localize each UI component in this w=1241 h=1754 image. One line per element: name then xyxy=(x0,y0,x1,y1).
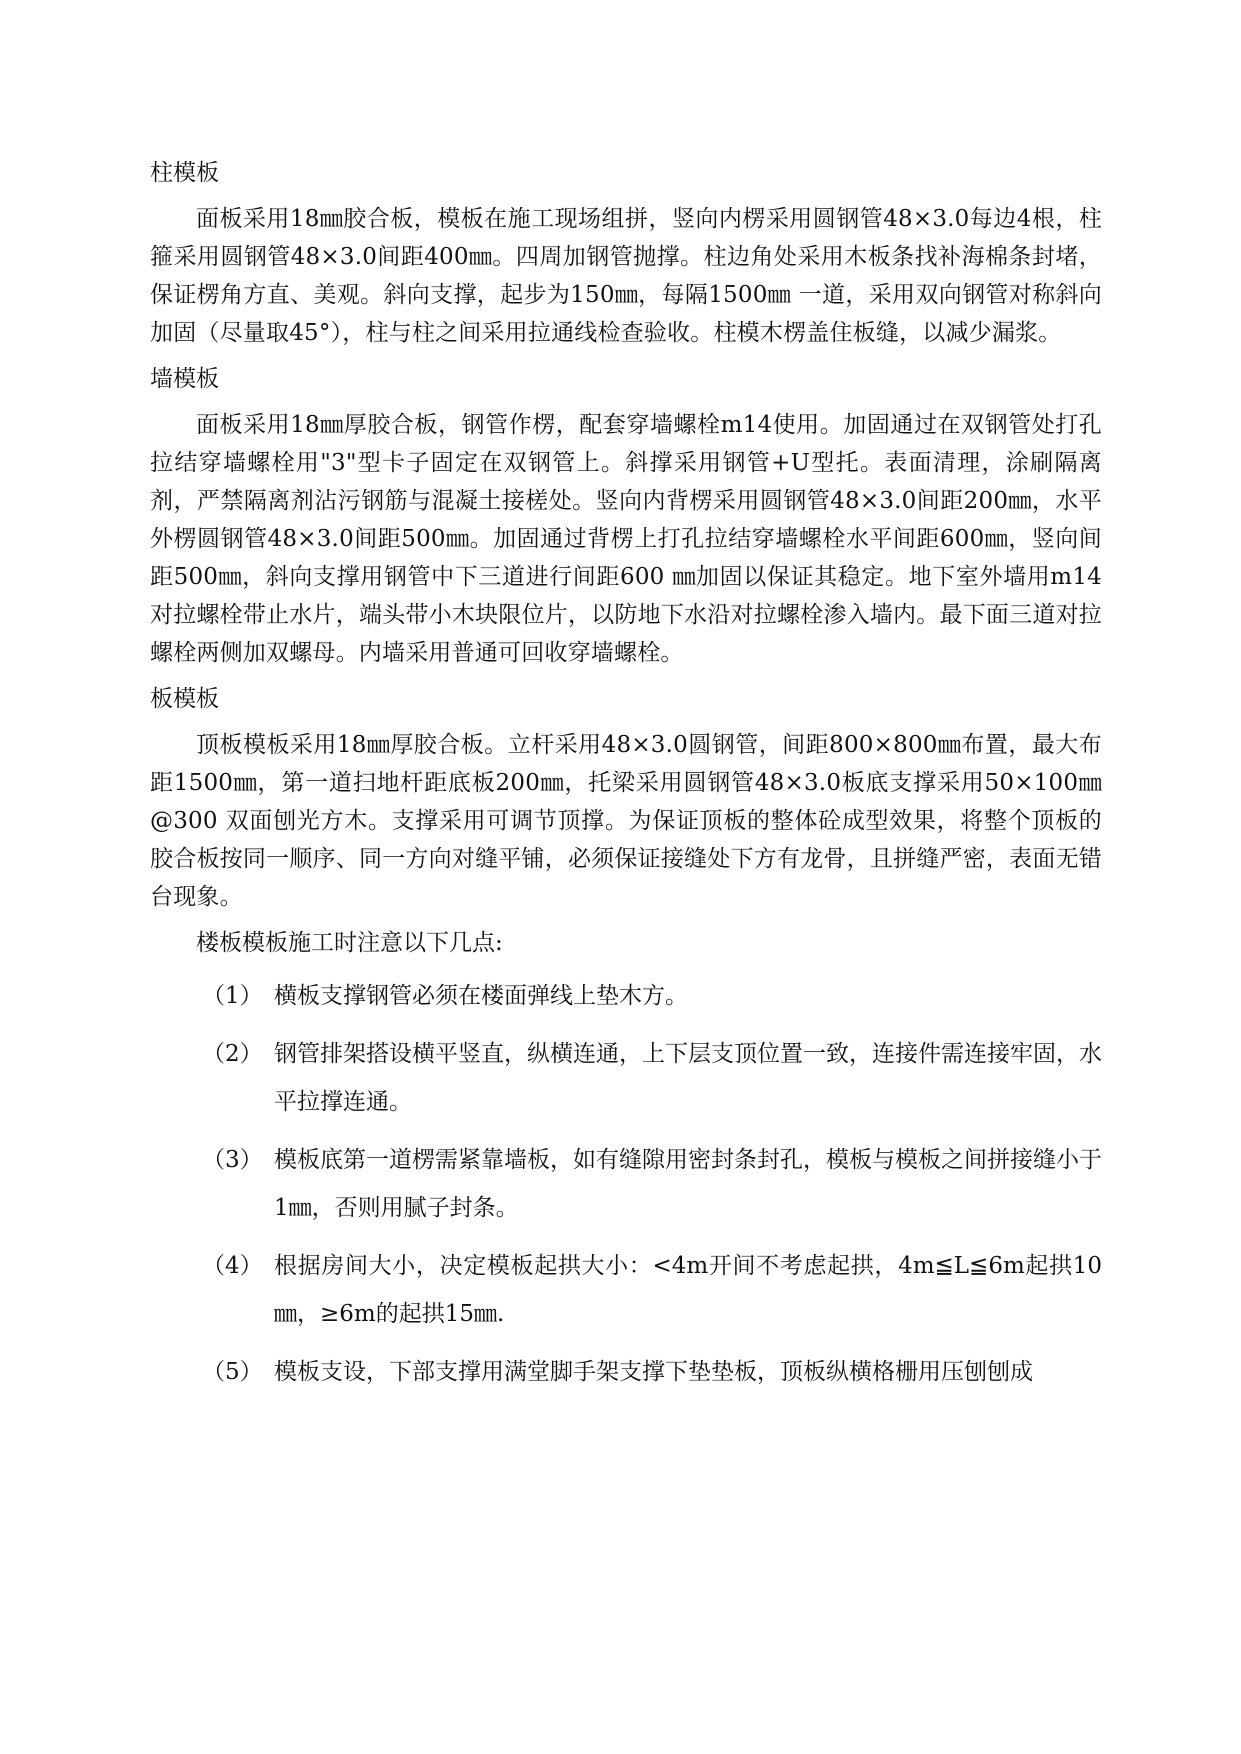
list-item-text: 模板支设，下部支撑用满堂脚手架支撑下垫垫板，顶板纵横格栅用压刨刨成 xyxy=(274,1359,1033,1385)
list-item xyxy=(150,972,1102,1020)
list-item-number: （4） xyxy=(202,1253,263,1279)
notes-list xyxy=(150,972,1102,1396)
paragraph-column: 面板采用18㎜胶合板，模板在施工现场组拼，竖向内楞采用圆钢管48×3.0每边4根，柱箍采用圆钢管48×3.0间距400㎜。四周加钢管抛撑。柱边角处采用木板条找补海棉条封堵，保证楞角方直、美观。斜向支撑，起步为150㎜，每隔1500㎜ 一道，采用双向钢管对称斜向加固（尽量取45°），柱与柱之间采用拉通线检查验收。柱模木楞盖住板缝，以减少漏浆。 xyxy=(150,206,1102,346)
notes-block xyxy=(150,924,1102,1396)
section-heading-column: 柱模板 xyxy=(150,160,219,186)
paragraph-wall: 面板采用18㎜厚胶合板，钢管作楞，配套穿墙螺栓m14使用。加固通过在双钢管处打孔拉结穿墙螺栓用"3"型卡子固定在双钢管上。斜撑采用钢管+U型托。表面清理，涂刷隔离剂，严禁隔离剂沾污钢筋与混凝土接槎处。竖向内背楞采用圆钢管48×3.0间距200㎜，水平外楞圆钢管48×3.0间距500㎜。加固通过背楞上打孔拉结穿墙螺栓水平间距600㎜，竖向间距500㎜，斜向支撑用钢管中下三道进行间距600 ㎜加固以保证其稳定。地下室外墙用m14对拉螺栓带止水片，端头带小木块限位片，以防地下水沿对拉螺栓渗入墙内。最下面三道对拉螺栓两侧加双螺母。内墙采用普通可回收穿墙螺栓。 xyxy=(150,412,1102,666)
list-item-text: 根据房间大小，决定模板起拱大小：<4m开间不考虑起拱，4m≦L≦6m起拱10㎜，≥6m的起拱15㎜. xyxy=(274,1253,1102,1327)
list-item xyxy=(150,1136,1102,1232)
list-item-text: 钢管排架搭设横平竖直，纵横连通，上下层支顶位置一致，连接件需连接牢固，水平拉撑连通。 xyxy=(274,1041,1102,1115)
paragraph-slab: 顶板模板采用18㎜厚胶合板。立杆采用48×3.0圆钢管，间距800×800㎜布置，最大布距1500㎜，第一道扫地杆距底板200㎜，托梁采用圆钢管48×3.0板底支撑采用50×100㎜@300 双面刨光方木。支撑采用可调节顶撑。为保证顶板的整体砼成型效果，将整个顶板的胶合板按同一顺序、同一方向对缝平铺，必须保证接缝处下方有龙骨，且拼缝严密，表面无错台现象。 xyxy=(150,732,1102,910)
list-item xyxy=(150,1242,1102,1338)
section-heading-wall: 墙模板 xyxy=(150,366,219,392)
document-page xyxy=(150,154,1102,1406)
list-item-number: （3） xyxy=(202,1147,263,1173)
list-item-text: 模板底第一道楞需紧靠墙板，如有缝隙用密封条封孔，模板与模板之间拼接缝小于1㎜，否则用腻子封条。 xyxy=(274,1147,1102,1221)
list-item-number: （5） xyxy=(202,1359,263,1385)
section-column-formwork xyxy=(150,154,1102,352)
section-wall-formwork xyxy=(150,360,1102,672)
list-item xyxy=(150,1348,1102,1396)
list-item-number: （2） xyxy=(202,1041,263,1067)
list-item xyxy=(150,1030,1102,1126)
section-heading-slab: 板模板 xyxy=(150,686,219,712)
list-item-text: 横板支撑钢管必须在楼面弹线上垫木方。 xyxy=(274,983,688,1009)
section-slab-formwork xyxy=(150,680,1102,916)
notes-lead: 楼板模板施工时注意以下几点: xyxy=(196,930,503,956)
list-item-number: （1） xyxy=(202,983,263,1009)
